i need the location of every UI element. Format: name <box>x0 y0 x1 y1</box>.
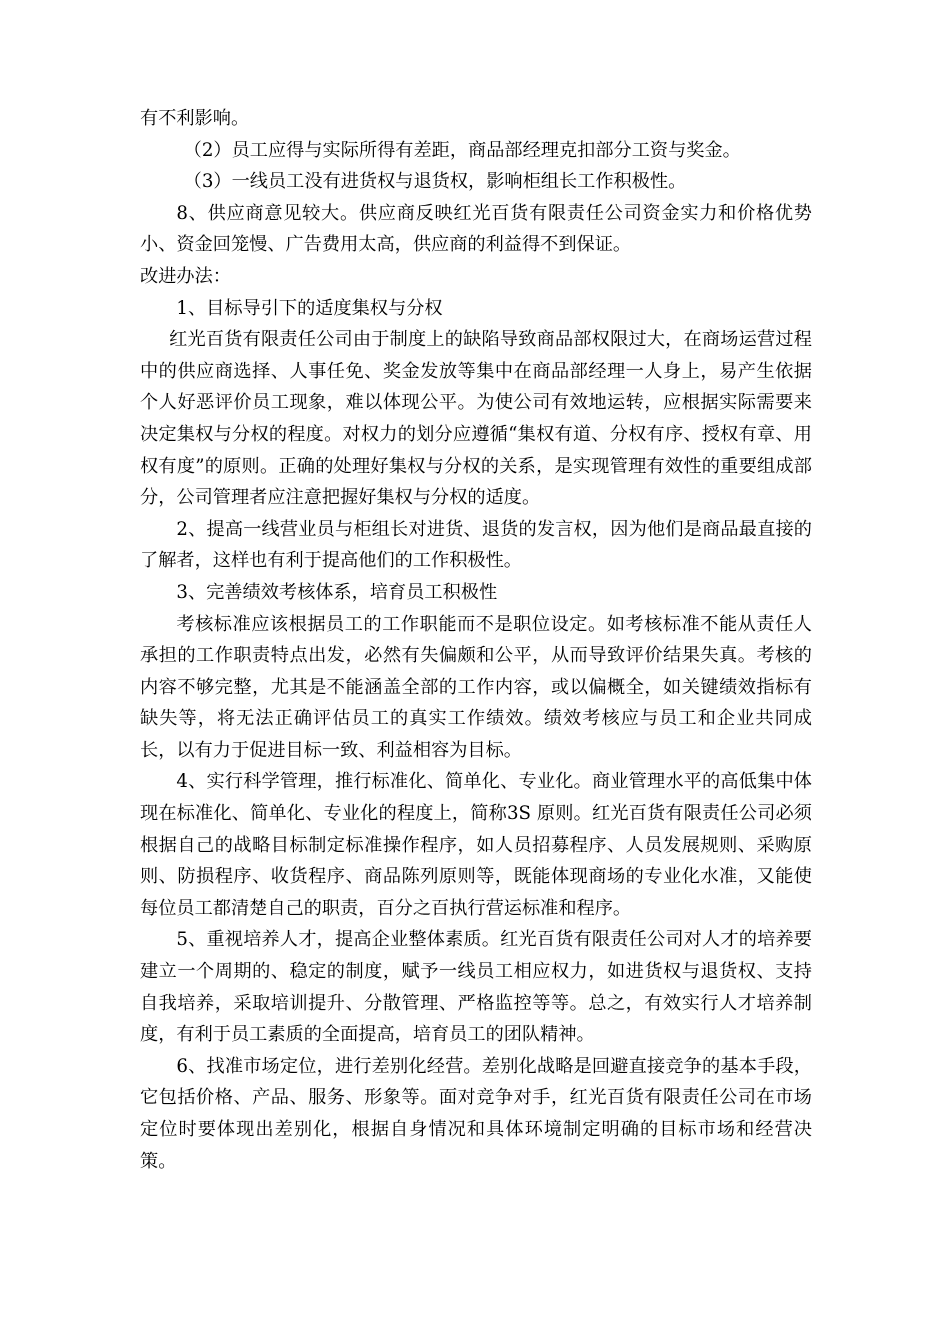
paragraph-item-2: （2）员工应得与实际所得有差距，商品部经理克扣部分工资与奖金。 <box>183 139 741 161</box>
paragraph-market-positioning: 6、找准市场定位，进行差别化经营。差别化战略是回避直接竞争的基本手段，它包括价格、产品、服务、形象等。面对竞争对手，红光百货有限责任公司在市场定位时要体现出差别化，根据自身情况和具体环境制定明确的目标市场和经营决策。 <box>140 1055 812 1172</box>
paragraph-scientific-management: 4、实行科学管理，推行标准化、简单化、专业化。商业管理水平的高低集中体现在标准化、简单化、专业化的程度上，简称3S 原则。红光百货有限责任公司必须根据自己的战略目标制定标准操作程序，如人员招募程序、人员发展规则、采购原则、防损程序、收货程序、商品陈列原则等，既能体现商场的专业化水准，又能使每位员工都清楚自己的职责，百分之百执行营运标准和程序。 <box>140 771 812 919</box>
paragraph-item-frontline: 2、提高一线营业员与柜组长对进货、退货的发言权，因为他们是商品最直接的了解者，这样也有利于提高他们的工作积极性。 <box>140 518 812 572</box>
paragraph-talent: 5、重视培养人才，提高企业整体素质。红光百货有限责任公司对人才的培养要建立一个周期的、稳定的制度，赋予一线员工相应权力，如进货权与退货权、支持自我培养，采取培训提升、分散管理、严格监控等等。总之，有效实行人才培养制度，有利于员工素质的全面提高，培育员工的团队精神。 <box>140 929 812 1046</box>
paragraph-item-3: （3）一线员工没有进货权与退货权，影响柜组长工作积极性。 <box>183 171 687 193</box>
paragraph-supplier-opinion: 8、供应商意见较大。供应商反映红光百货有限责任公司资金实力和价格优势小、资金回笼慢、广告费用太高，供应商的利益得不到保证。 <box>140 202 812 256</box>
section-heading-improvement: 改进办法： <box>140 265 231 287</box>
subheading-1: 1、目标导引下的适度集权与分权 <box>176 297 443 319</box>
paragraph-centralization: 红光百货有限责任公司由于制度上的缺陷导致商品部权限过大，在商场运营过程中的供应商选择、人事任免、奖金发放等集中在商品部经理一人身上，易产生依据个人好恶评价员工现象，难以体现公平。为使公司有效地运转，应根据实际需要来决定集权与分权的程度。对权力的划分应遵循“集权有道、分权有序、授权有章、用权有度”的原则。正确的处理好集权与分权的关系，是实现管理有效性的重要组成部分，公司管理者应注意把握好集权与分权的适度。 <box>140 329 812 509</box>
document-body <box>140 103 812 1177</box>
paragraph-continuation: 有不利影响。 <box>140 108 250 129</box>
subheading-3: 3、完善绩效考核体系，培育员工积极性 <box>176 581 498 603</box>
paragraph-assessment: 考核标准应该根据员工的工作职能而不是职位设定。如考核标准不能从责任人承担的工作职责特点出发，必然有失偏颇和公平，从而导致评价结果失真。考核的内容不够完整，尤其是不能涵盖全部的工作内容，或以偏概全，如关键绩效指标有缺失等，将无法正确评估员工的真实工作绩效。绩效考核应与员工和企业共同成长，以有力于促进目标一致、利益相容为目标。 <box>140 613 812 761</box>
